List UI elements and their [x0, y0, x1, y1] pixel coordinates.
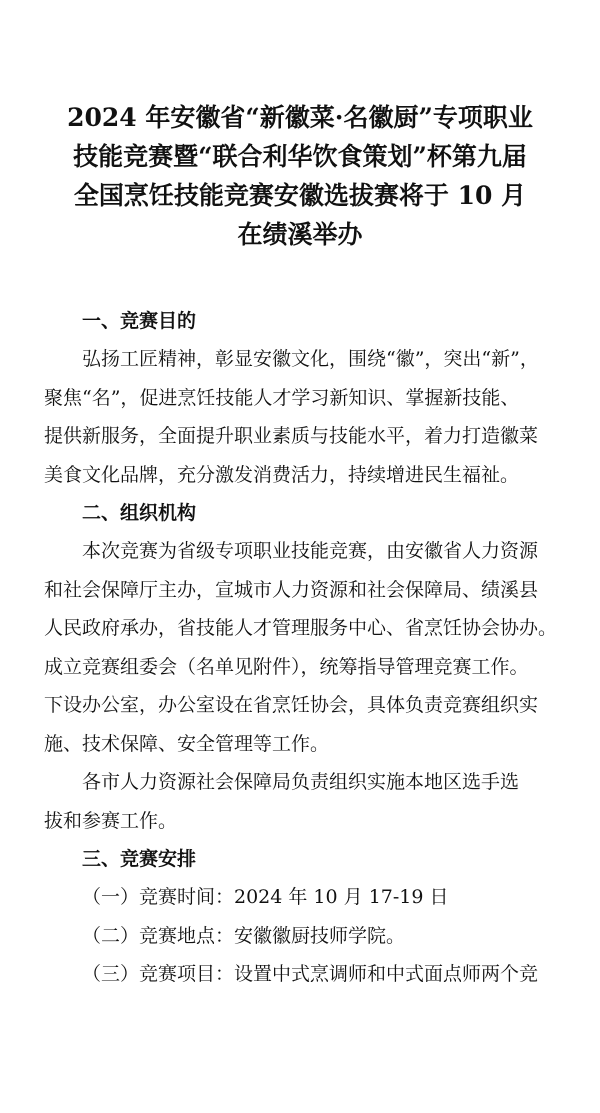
section-arrangement — [44, 840, 556, 994]
organization-paragraph-1 — [44, 532, 556, 763]
section-purpose — [44, 302, 556, 494]
organization-p2-line-2: 拔和参赛工作。 — [44, 809, 178, 832]
organization-p1-line-5: 下设办公室，办公室设在省烹饪协会，具体负责竞赛组织实 — [44, 694, 539, 716]
arrangement-item-time: （一）竞赛时间：2024 年 10 月 17-19 日 — [82, 886, 449, 908]
title-line-3: 全国烹饪技能竞赛安徽选拔赛将于 10 月 — [73, 181, 527, 210]
organization-p1-line-4: 成立竞赛组委会（名单见附件），统筹指导管理竞赛工作。 — [44, 655, 529, 678]
organization-paragraph-2 — [44, 763, 556, 840]
purpose-line-1: 弘扬工匠精神，彰显安徽文化，围绕“徽”，突出“新”， — [82, 348, 539, 370]
organization-p1-line-6: 施、技术保障、安全管理等工作。 — [44, 732, 330, 755]
purpose-paragraph — [44, 340, 556, 494]
section-heading-purpose: 一、竞赛目的 — [82, 310, 197, 332]
organization-p1-line-1: 本次竞赛为省级专项职业技能竞赛，由安徽省人力资源 — [82, 540, 539, 562]
section-heading-organization: 二、组织机构 — [82, 502, 197, 524]
title-line-1: 2024 年安徽省“新徽菜·名徽厨”专项职业 — [67, 103, 533, 132]
organization-p1-line-2: 和社会保障厅主办，宣城市人力资源和社会保障局、绩溪县 — [44, 578, 539, 601]
organization-p2-line-1: 各市人力资源社会保障局负责组织实施本地区选手选 — [82, 771, 520, 793]
purpose-line-2: 聚焦“名”，促进烹饪技能人才学习新知识、掌握新技能、 — [44, 386, 520, 409]
section-heading-arrangement: 三、竞赛安排 — [82, 848, 197, 870]
document-title — [44, 98, 556, 254]
section-organization — [44, 494, 556, 840]
arrangement-item-venue: （二）竞赛地点：安徽徽厨技师学院。 — [82, 924, 406, 947]
title-line-2: 技能竞赛暨“联合利华饮食策划”杯第九届 — [73, 142, 527, 171]
arrangement-item-events: （三）竞赛项目：设置中式烹调师和中式面点师两个竞 — [82, 963, 539, 985]
title-line-4: 在绩溪举办 — [237, 220, 363, 249]
organization-p1-line-3: 人民政府承办，省技能人才管理服务中心、省烹饪协会协办。 — [44, 617, 558, 639]
purpose-line-3: 提供新服务，全面提升职业素质与技能水平，着力打造徽菜 — [44, 425, 539, 447]
purpose-line-4: 美食文化品牌，充分激发消费活力，持续增进民生福祉。 — [44, 463, 520, 486]
